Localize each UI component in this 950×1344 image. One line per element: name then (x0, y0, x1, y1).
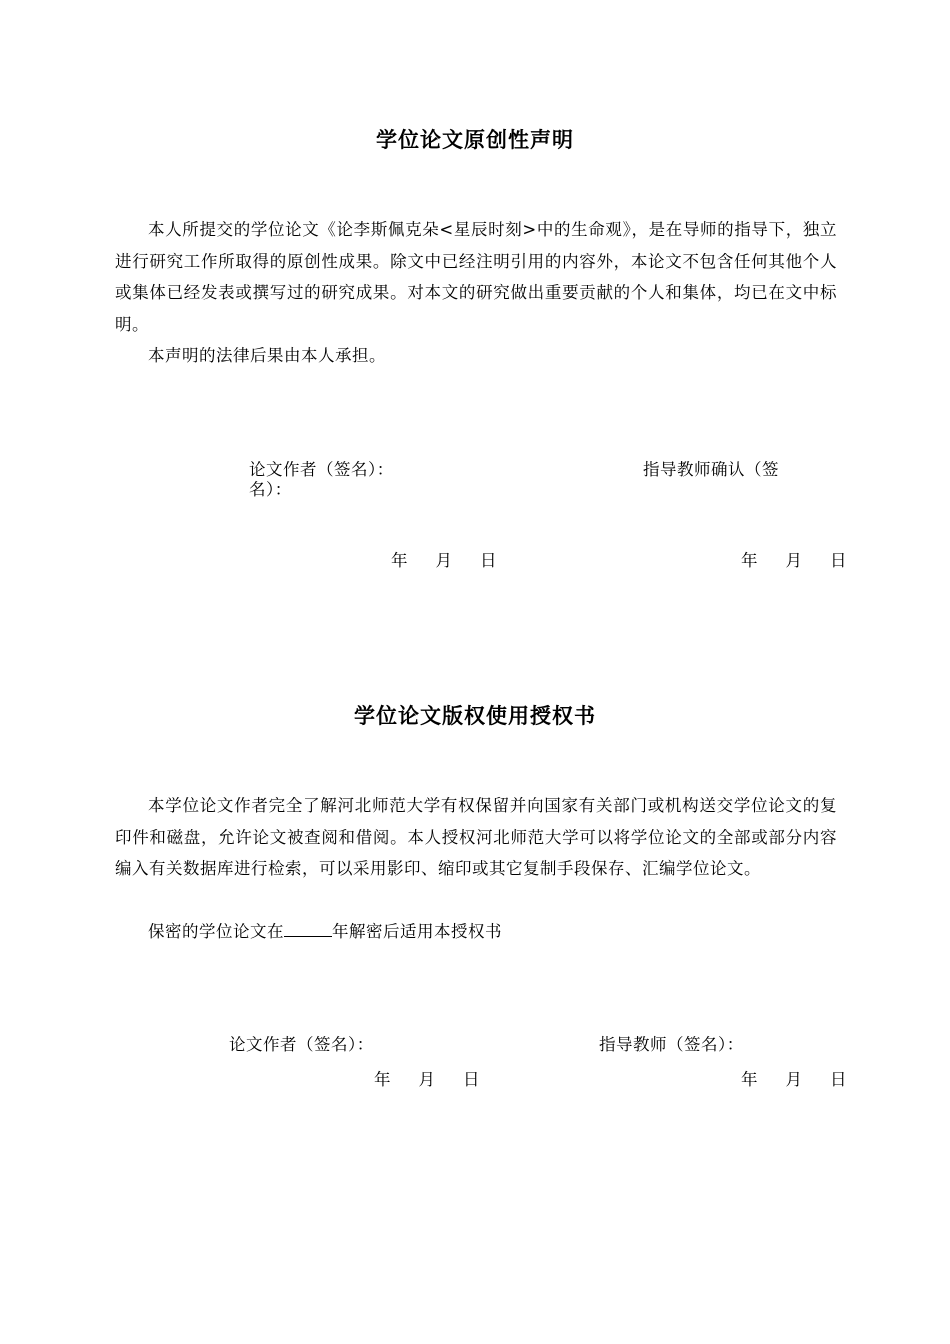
authorization-advisor-signature-label: 指导教师（签名）： (599, 1035, 744, 1054)
authorization-paragraph: 本学位论文作者完全了解河北师范大学有权保留并向国家有关部门或机构送交学位论文的复印件和磁盘，允许论文被查阅和借阅。本人授权河北师范大学可以将学位论文的全部或部分内容编入有关数据库进行检索，可以采用影印、缩印或其它复制手段保存、汇编学位论文。 (115, 796, 837, 878)
declaration-advisor-signature-label: 指导教师确认（签 (643, 460, 779, 479)
date-month: 月 (418, 1070, 435, 1089)
declaration-author-date (391, 547, 497, 571)
date-month: 月 (435, 551, 452, 570)
years-blank (284, 922, 332, 937)
authorization-author-date (374, 1066, 480, 1090)
date-day: 日 (830, 1070, 847, 1089)
declaration-liability-paragraph: 本声明的法律后果由本人承担。 (148, 346, 386, 365)
date-day: 日 (463, 1070, 480, 1089)
date-day: 日 (480, 551, 497, 570)
date-year: 年 (741, 1070, 758, 1089)
date-month: 月 (785, 1070, 802, 1089)
authorization-title: 学位论文版权使用授权书 (354, 704, 596, 728)
authorization-confidential-paragraph (115, 916, 837, 948)
declaration-author-signature-label: 论文作者（签名）： (249, 460, 394, 479)
authorization-author-signature-label: 论文作者（签名）： (229, 1035, 374, 1054)
date-day: 日 (830, 551, 847, 570)
declaration-advisor-date (741, 547, 847, 571)
date-year: 年 (374, 1070, 391, 1089)
confidential-prefix: 保密的学位论文在 (148, 922, 284, 941)
confidential-suffix: 年解密后适用本授权书 (332, 922, 502, 941)
date-year: 年 (741, 551, 758, 570)
authorization-advisor-date (741, 1066, 847, 1090)
date-year: 年 (391, 551, 408, 570)
declaration-author-signature-label-wrap: 名）： (249, 480, 292, 499)
declaration-paragraph: 本人所提交的学位论文《论李斯佩克朵<星辰时刻>中的生命观》，是在导师的指导下，独立进行研究工作所取得的原创性成果。除文中已经注明引用的内容外，本论文不包含任何其他个人或集体已经发表或撰写过的研究成果。对本文的研究做出重要贡献的个人和集体，均已在文中标明。 (115, 220, 837, 334)
declaration-title: 学位论文原创性声明 (376, 128, 574, 152)
date-month: 月 (785, 551, 802, 570)
